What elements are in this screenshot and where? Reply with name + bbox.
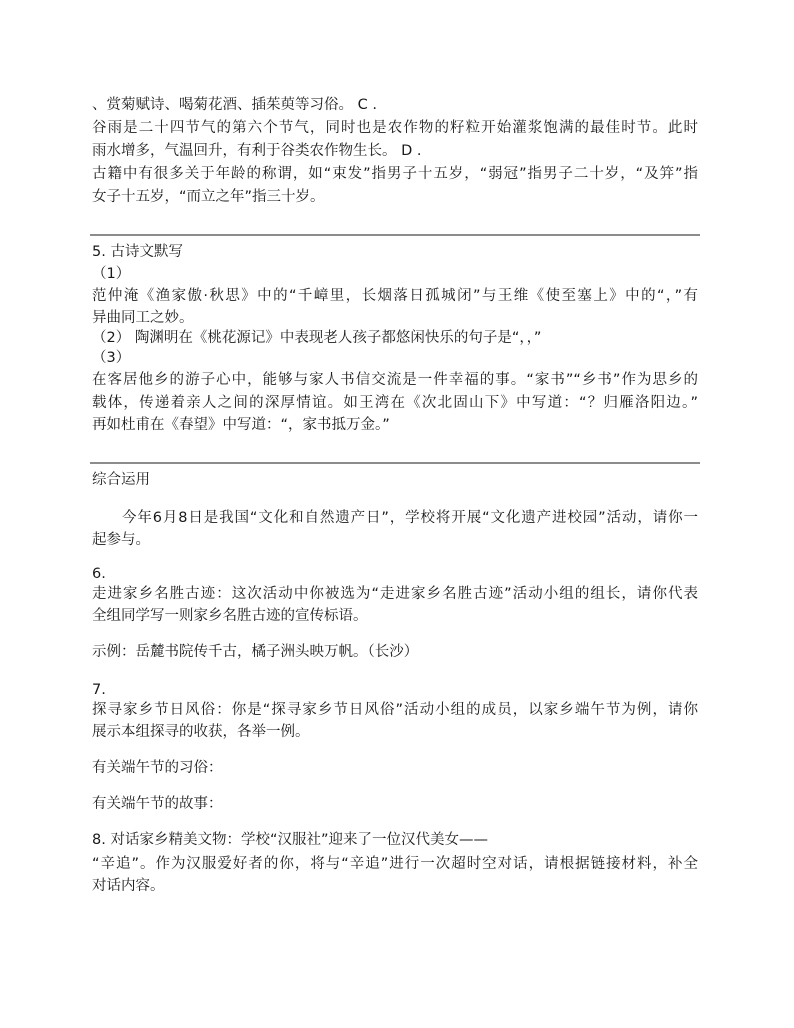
poetry-q3-line-2: 载体，传递着亲人之间的深厚情谊。如王湾在《次北固山下》中写道：“？归雁洛阳边。”: [92, 395, 698, 411]
section-divider: [90, 234, 700, 236]
section-heading-poetry: 5. 古诗文默写: [92, 244, 183, 260]
guyu-line-1: 谷雨是二十四节气的第六个节气，同时也是农作物的籽粒开始灌浆饱满的最佳时节。此时: [92, 120, 698, 136]
question-7-custom-prompt: 有关端午节的习俗：: [92, 760, 223, 776]
activity-intro-line-2: 起参与。: [92, 532, 150, 548]
question-6-number: 6.: [92, 566, 106, 582]
question-7-line-2: 展示本组探寻的收获，各举一例。: [92, 724, 310, 740]
age-terms-line-1: 古籍中有很多关于年龄的称谓，如“束发”指男子十五岁，“弱冠”指男子二十岁，“及笄”指: [92, 166, 698, 182]
question-7-number: 7.: [92, 682, 106, 698]
guyu-line-2: 雨水增多，气温回升，有利于谷类农作物生长。 D .: [92, 143, 422, 159]
question-7-story-prompt: 有关端午节的故事：: [92, 796, 223, 812]
question-8-line-3: 对话内容。: [92, 878, 165, 894]
question-7-line-1: 探寻家乡节日风俗：你是“探寻家乡节日风俗”活动小组的成员，以家乡端午节为例，请你: [92, 702, 698, 718]
poetry-q3-line-1: 在客居他乡的游子心中，能够与家人书信交流是一件幸福的事。“家书”“乡书”作为思乡的: [92, 372, 698, 388]
question-6-line-1: 走进家乡名胜古迹：这次活动中你被选为“走进家乡名胜古迹”活动小组的组长，请你代表: [92, 586, 698, 602]
question-6-line-2: 全组同学写一则家乡名胜古迹的宣传标语。: [92, 608, 368, 624]
question-8-line-2: “辛追”。作为汉服爱好者的你，将与“辛追”进行一次超时空对话，请根据链接材料，补全: [92, 856, 698, 872]
subquestion-1-number: （1）: [92, 266, 131, 282]
poetry-q1-line-1: 范仲淹《渔家傲·秋思》中的“千嶂里，长烟落日孤城闭”与王维《使至塞上》中的“，”有: [92, 288, 698, 304]
question-8-line-1: 8. 对话家乡精美文物：学校“汉服社”迎来了一位汉代美女——: [92, 832, 488, 848]
poetry-q1-line-2: 异曲同工之妙。: [92, 310, 194, 326]
activity-intro-line-1: 今年6月8日是我国“文化和自然遗产日”，学校将开展“文化遗产进校园”活动，请你一: [122, 510, 698, 526]
section-divider: [90, 462, 700, 464]
age-terms-line-2: 女子十五岁，“而立之年”指三十岁。: [92, 189, 325, 205]
section-heading-comprehensive: 综合运用: [92, 472, 150, 488]
question-6-example: 示例：岳麓书院传千古，橘子洲头映万帆。（长沙）: [92, 644, 419, 660]
poetry-q3-line-3: 再如杜甫在《春望》中写道：“，家书抵万金。”: [92, 417, 390, 433]
customs-option-line: 、赏菊赋诗、喝菊花酒、插茱萸等习俗。 C .: [92, 97, 377, 113]
poetry-q2-line: （2） 陶渊明在《桃花源记》中表现老人孩子都悠闲快乐的句子是“，，”: [92, 330, 542, 346]
subquestion-3-number: （3）: [92, 350, 131, 366]
